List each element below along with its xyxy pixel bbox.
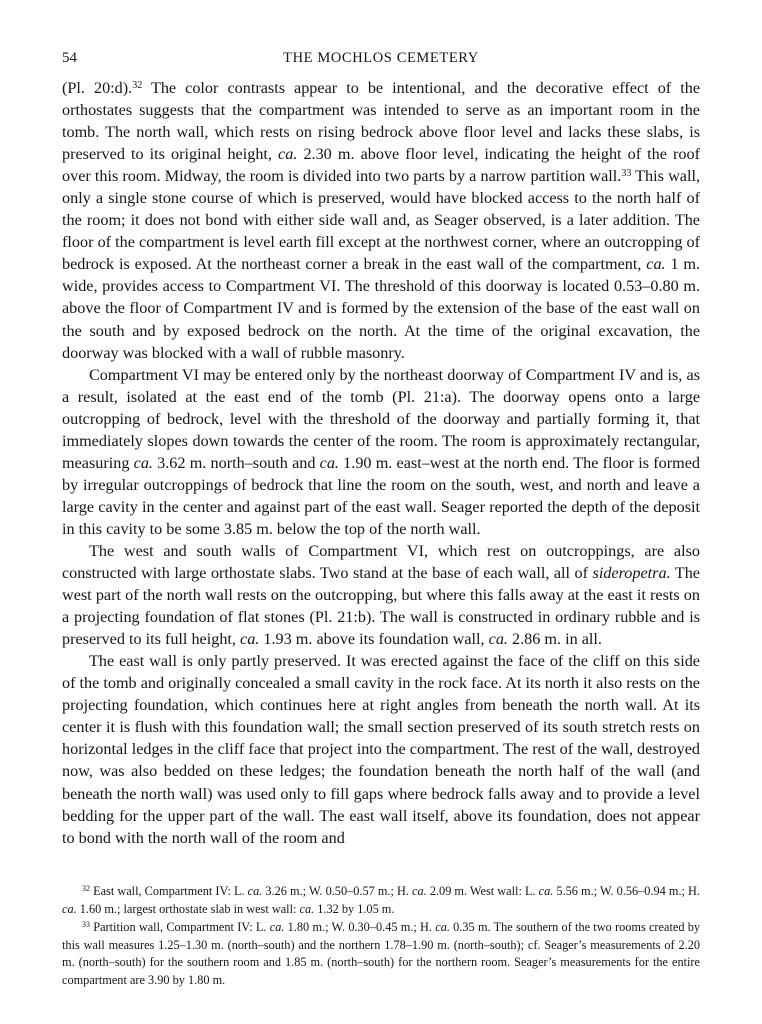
- text-run: The west part of the north wall rests on the outcropping, but where this falls away at the east it rests on a projecting foundation of flat stones (Pl. 21:b). The wall is constructed in ordinary rubble and is preserved to its full height,: [62, 564, 700, 649]
- text-run: (Pl. 20:d).: [62, 79, 133, 97]
- text-run: 1.93 m. above its foundation wall,: [259, 630, 489, 649]
- text-run: 2.86 m. in all.: [507, 630, 602, 649]
- text-run: East wall, Compartment IV: L.: [90, 884, 248, 898]
- text-run: 3.26 m.; W. 0.50–0.57 m.; H.: [262, 884, 413, 898]
- italic-text: ca.: [269, 920, 285, 935]
- paragraph: [62, 77, 700, 364]
- italic-text: ca.: [538, 884, 554, 898]
- text-run: Partition wall, Compartment IV: L.: [90, 920, 270, 935]
- italic-text: ca.: [319, 453, 339, 472]
- footnotes: [62, 883, 700, 991]
- footnote: [62, 919, 700, 989]
- footnote-ref: 33: [82, 920, 90, 930]
- italic-text: ca.: [278, 145, 298, 164]
- page-header: [62, 50, 700, 74]
- italic-text: ca.: [247, 884, 263, 898]
- italic-text: ca.: [412, 884, 427, 898]
- footnote-ref: 33: [621, 168, 632, 180]
- text-run: The color contrasts appear to be intentional, and the decorative effect of the orthostates suggests that the compartment was intended to serve as an important room in the tomb. The north wall, which rests on rising bedrock above floor level and lacks these slabs, is preserved to its original height,: [62, 79, 701, 164]
- footnote-ref: 32: [132, 80, 143, 91]
- italic-text: ca.: [240, 630, 260, 649]
- italic-text: sideropetra.: [592, 564, 671, 583]
- paragraph: [62, 364, 700, 540]
- text-run: This wall, only a single stone course of which is preserved, would have blocked access to the north half of the room; it does not bond with either side wall and, as Seager observed, is a later addition. The floor of the compartment is level earth fill except at the northwest corner, where an outcropping of bedrock is exposed. At the northeast corner a break in the east wall of the compartment,: [62, 167, 700, 274]
- text-run: 5.56 m.; W. 0.56–0.94 m.; H.: [553, 884, 700, 898]
- text-run: The east wall is only partly preserved. It was erected against the face of the cliff on this side of the tomb and originally concealed a small cavity in the rock face. At its north it also rests on the projecting foundation, which continues here at right angles from beneath the north wall. At its center it is flush with this foundation wall; the small section preserved of its south stretch rests on horizontal ledges in the cliff face that project into the compartment. The rest of the wall, destroyed now, was also bedded on these ledges; the foundation beneath the north half of the wall (and beneath the north wall) was used only to fill gaps where bedrock falls away and to provide a level bedding for the upper part of the wall. The east wall itself, above its foundation, does not appear to bond with the north wall of the room and: [62, 652, 700, 847]
- body-text: [62, 77, 700, 849]
- italic-text: ca.: [646, 255, 666, 274]
- italic-text: ca.: [62, 901, 77, 916]
- italic-text: ca.: [488, 630, 508, 649]
- text-run: 1 m. wide, provides access to Compartment VI. The threshold of this doorway is located 0.53–0.80 m. above the floor of Compartment IV and is formed by the extension of the base of the east wall on the south and by exposed bedrock on the north. At the time of the original excavation, the doorway was blocked with a wall of rubble masonry.: [62, 255, 700, 362]
- text-run: 3.62 m. north–south and: [152, 453, 320, 472]
- page-number: 54: [62, 50, 77, 66]
- italic-text: ca.: [435, 920, 450, 935]
- text-run: 1.80 m.; W. 0.30–0.45 m.; H.: [284, 920, 436, 935]
- text-run: 1.90 m. east–west at the north end. The floor is formed by irregular outcroppings of bedrock that line the room on the south, west, and north and leave a large cavity in the center and against part of the east wall. Seager reported the depth of the deposit in this cavity to be some 3.85 m. below the top of the north wall.: [62, 453, 701, 538]
- footnote-ref: 32: [82, 884, 90, 893]
- text-run: 2.09 m. West wall: L.: [426, 884, 539, 898]
- text-run: Compartment VI may be entered only by the northeast doorway of Compartment IV and is, as a result, isolated at the east end of the tomb (Pl. 21:a). The doorway opens onto a large outcropping of bedrock, level with the threshold of the doorway and partially forming it, that immediately slopes down towards the center of the room. The room is approximately rectangular, measuring: [62, 365, 700, 472]
- paragraph: [62, 540, 700, 650]
- running-head: THE MOCHLOS CEMETERY: [283, 50, 479, 66]
- paragraph: [62, 650, 700, 848]
- text-run: 1.60 m.; largest orthostate slab in west wall:: [76, 901, 300, 916]
- italic-text: ca.: [299, 901, 315, 916]
- italic-text: ca.: [133, 453, 153, 472]
- text-run: 0.35 m. The southern of the two rooms created by this wall measures 1.25–1.30 m. (north–south) and the northern 1.78–1.90 m. (north–south); cf. Seager’s measurements of 2.20 m. (north–south) for the southern room and 1.85 m. (north–south) for the northern room. Seager’s measurements for the entire compartment are 3.90 by 1.80 m.: [62, 920, 701, 987]
- text-run: 1.32 by 1.05 m.: [314, 901, 395, 916]
- text-run: The west and south walls of Compartment VI, which rest on outcroppings, are also constructed with large orthostate slabs. Two stand at the base of each wall, all of: [62, 541, 700, 583]
- footnote: [62, 883, 700, 918]
- text-run: 2.30 m. above floor level, indicating the height of the roof over this room. Midway, the room is divided into two parts by a narrow partition wall.: [62, 145, 700, 186]
